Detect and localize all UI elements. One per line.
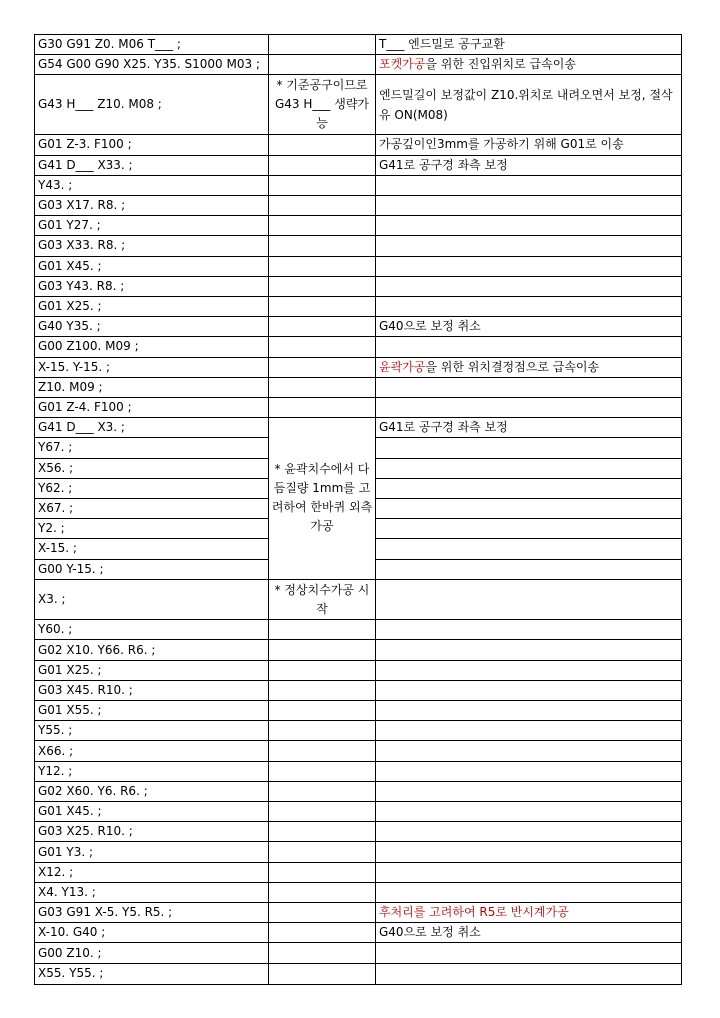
- code-line: G01 X45. ;: [35, 802, 268, 822]
- code-line: G01 Z-4. F100 ;: [35, 398, 268, 418]
- code-line: G03 X33. R8. ;: [35, 236, 268, 256]
- code-line: G01 Y3. ;: [35, 843, 268, 863]
- code-line: Y62. ;: [35, 479, 268, 499]
- remark-empty-cell: [269, 620, 375, 640]
- description-cell: [376, 701, 681, 721]
- description-cell: [376, 903, 681, 923]
- description-text: [379, 925, 481, 940]
- remark-empty-cell: [269, 863, 375, 883]
- description-cell: [376, 802, 681, 822]
- remark-empty-cell: [269, 378, 375, 398]
- highlighted-term: 윤곽가공: [379, 359, 426, 374]
- code-line: Z10. M09 ;: [35, 378, 268, 398]
- remark-empty-cell: [269, 802, 375, 822]
- code-line: G02 X60. Y6. R6. ;: [35, 782, 268, 802]
- code-line: Y55. ;: [35, 721, 268, 741]
- description-text: [379, 158, 508, 173]
- remark-finishing-allowance: * 윤곽치수에서 다듬질량 1mm를 고려하여 한바퀴 외측가공: [269, 418, 375, 580]
- description-text: [379, 85, 678, 125]
- code-line: G01 X25. ;: [35, 297, 268, 317]
- code-line: G41 D___ X33. ;: [35, 156, 268, 176]
- description-cell: [376, 55, 681, 75]
- code-line: G43 H___ Z10. M08 ;: [35, 75, 268, 135]
- description-cell: [376, 398, 681, 418]
- description-cell: [376, 35, 681, 55]
- remark-empty-cell: [269, 277, 375, 297]
- description-cell: [376, 964, 681, 984]
- remark-empty-cell: [269, 358, 375, 378]
- description-part: 을 위한 진입위치로 급속이송: [425, 57, 576, 72]
- remark-empty-cell: [269, 196, 375, 216]
- code-line: G03 Y43. R8. ;: [35, 277, 268, 297]
- description-part: G40으로 보정 취소: [379, 319, 481, 334]
- description-cell: [376, 216, 681, 236]
- description-cell: [376, 641, 681, 661]
- description-cell: [376, 156, 681, 176]
- description-cell: [376, 923, 681, 943]
- description-cell: [376, 418, 681, 438]
- description-cell: [376, 176, 681, 196]
- code-line: Y67. ;: [35, 438, 268, 458]
- code-line: X3. ;: [35, 580, 268, 621]
- remark-empty-cell: [269, 964, 375, 984]
- remark-empty-cell: [269, 156, 375, 176]
- description-text: [379, 420, 508, 435]
- description-cell: [376, 883, 681, 903]
- code-line: Y60. ;: [35, 620, 268, 640]
- remark-empty-cell: [269, 721, 375, 741]
- code-line: G00 Z100. M09 ;: [35, 337, 268, 357]
- highlighted-term: 포켓가공: [379, 57, 426, 72]
- code-line: G01 X45. ;: [35, 257, 268, 277]
- description-part: T___ 엔드밀로 공구교환: [379, 37, 505, 52]
- code-line: G01 Y27. ;: [35, 216, 268, 236]
- code-line: X-15. ;: [35, 539, 268, 559]
- description-text: [379, 360, 599, 375]
- code-line: X12. ;: [35, 863, 268, 883]
- description-cell: [376, 358, 681, 378]
- code-line: X4. Y13. ;: [35, 883, 268, 903]
- description-cell: [376, 681, 681, 701]
- remark-empty-cell: [269, 236, 375, 256]
- description-cell: [376, 661, 681, 681]
- description-cell: [376, 742, 681, 762]
- description-cell: [376, 317, 681, 337]
- description-cell: [376, 257, 681, 277]
- code-line: G03 X45. R10. ;: [35, 681, 268, 701]
- remark-empty-cell: [269, 944, 375, 964]
- code-line: X-10. G40 ;: [35, 923, 268, 943]
- remark-empty-cell: [269, 923, 375, 943]
- description-part: 가공깊이인3mm를 가공하기 위해 G01로 이송: [379, 137, 624, 152]
- remark-empty-cell: [269, 317, 375, 337]
- description-cell: [376, 782, 681, 802]
- code-line: Y43. ;: [35, 176, 268, 196]
- remark-normal-dimension: * 정상치수가공 시작: [269, 580, 375, 621]
- description-part: G40으로 보정 취소: [379, 925, 481, 940]
- description-text: [379, 137, 624, 152]
- remark-empty-cell: [269, 216, 375, 236]
- description-cell: [376, 620, 681, 640]
- code-line: G00 Y-15. ;: [35, 560, 268, 580]
- code-line: G00 Z10. ;: [35, 944, 268, 964]
- description-cell: [376, 843, 681, 863]
- description-column: [375, 34, 682, 985]
- remark-empty-cell: [269, 742, 375, 762]
- remark-empty-cell: [269, 762, 375, 782]
- remark-empty-cell: [269, 843, 375, 863]
- remarks-column: [269, 34, 375, 985]
- description-cell: [376, 378, 681, 398]
- description-cell: [376, 944, 681, 964]
- description-cell: [376, 822, 681, 842]
- description-part: G41로 공구경 좌측 보정: [379, 157, 508, 172]
- description-cell: [376, 196, 681, 216]
- code-line: G03 X17. R8. ;: [35, 196, 268, 216]
- code-line: Y12. ;: [35, 762, 268, 782]
- description-part: 을 위한 위치결정점으로 급속이송: [425, 359, 600, 374]
- description-part: 엔드밀길이 보정값이 Z10.위치로 내려오면서 보정, 절삭유 ON(M08): [379, 87, 673, 122]
- code-line: X-15. Y-15. ;: [35, 358, 268, 378]
- description-cell: [376, 438, 681, 458]
- remark-empty-cell: [269, 641, 375, 661]
- description-part: G41로 공구경 좌측 보정: [379, 420, 508, 435]
- remark-empty-cell: [269, 661, 375, 681]
- remark-empty-cell: [269, 35, 375, 55]
- description-cell: [376, 519, 681, 539]
- remark-empty-cell: [269, 176, 375, 196]
- description-cell: [376, 580, 681, 621]
- description-cell: [376, 277, 681, 297]
- description-cell: [376, 539, 681, 559]
- remark-empty-cell: [269, 398, 375, 418]
- code-line: G41 D___ X3. ;: [35, 418, 268, 438]
- remark-empty-cell: [269, 337, 375, 357]
- remark-empty-cell: [269, 883, 375, 903]
- code-line: X55. Y55. ;: [38, 966, 104, 981]
- description-cell: [376, 499, 681, 519]
- code-line: G03 X25. R10. ;: [35, 822, 268, 842]
- code-column: [34, 34, 269, 985]
- description-cell: [376, 721, 681, 741]
- remark-empty-cell: [269, 55, 375, 75]
- highlighted-term: 후처리를 고려하여 R5로 반시계가공: [379, 905, 569, 920]
- code-line: G30 G91 Z0. M06 T___ ;: [35, 35, 268, 55]
- remark-empty-cell: [269, 701, 375, 721]
- description-cell: [376, 236, 681, 256]
- description-cell: [376, 297, 681, 317]
- code-line: Y2. ;: [35, 519, 268, 539]
- code-line: G01 X25. ;: [35, 661, 268, 681]
- remark-empty-cell: [269, 297, 375, 317]
- remark-empty-cell: [269, 903, 375, 923]
- description-cell: [376, 337, 681, 357]
- description-text: [379, 319, 481, 334]
- description-cell: [376, 762, 681, 782]
- remark-empty-cell: [269, 782, 375, 802]
- description-cell: [376, 863, 681, 883]
- remark-reference-tool: * 기준공구이므로 G43 H___ 생략가능: [269, 75, 375, 135]
- description-text: [379, 905, 569, 920]
- code-line: X67. ;: [35, 499, 268, 519]
- code-line: X56. ;: [35, 459, 268, 479]
- description-cell: [376, 560, 681, 580]
- description-text: [379, 57, 576, 72]
- code-line: G40 Y35. ;: [35, 317, 268, 337]
- remark-empty-cell: [269, 822, 375, 842]
- code-line: G54 G00 G90 X25. Y35. S1000 M03 ;: [35, 55, 268, 75]
- code-line: G03 G91 X-5. Y5. R5. ;: [35, 903, 268, 923]
- remark-empty-cell: [269, 257, 375, 277]
- remark-empty-cell: [269, 135, 375, 155]
- remark-empty-cell: [269, 681, 375, 701]
- code-line: X66. ;: [35, 742, 268, 762]
- code-line: G02 X10. Y66. R6. ;: [35, 641, 268, 661]
- description-cell: [376, 75, 681, 135]
- description-cell: [376, 479, 681, 499]
- code-line: G01 Z-3. F100 ;: [35, 135, 268, 155]
- description-text: [379, 37, 505, 52]
- code-line: G01 X55. ;: [35, 701, 268, 721]
- description-cell: [376, 459, 681, 479]
- description-cell: [376, 135, 681, 155]
